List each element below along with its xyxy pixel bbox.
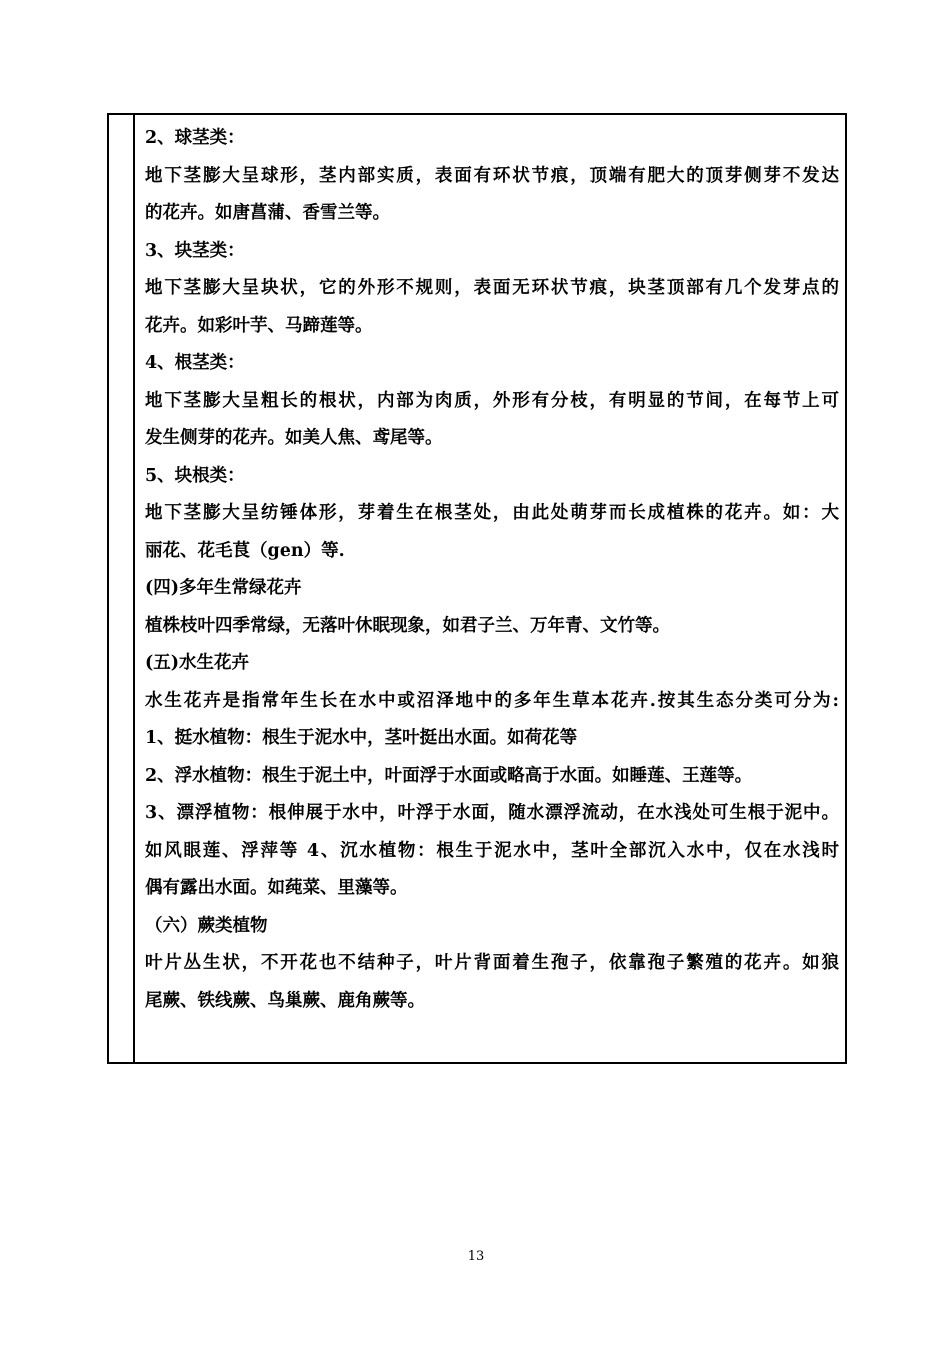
text-line: 偶有露出水面。如莼菜、里藻等。	[145, 878, 408, 898]
text-line: 花卉。如彩叶芋、马蹄莲等。	[145, 315, 373, 336]
text-line: 4、根茎类：	[145, 353, 245, 373]
text-line: 叶片丛生状，不开花也不结种子，叶片背面着生孢子，依靠孢子繁殖的花卉。如狼	[145, 953, 839, 973]
text-line: 植株枝叶四季常绿，无落叶休眠现象，如君子兰、万年青、文竹等。	[145, 615, 670, 636]
text-line: 2、球茎类：	[145, 128, 245, 148]
text-line: 5、块根类：	[145, 465, 245, 486]
section-heading: （六）蕨类植物	[145, 915, 268, 936]
text-line: 3、漂浮植物：根伸展于水中，叶浮于水面，随水漂浮流动，在水浅处可生根于泥中。	[145, 803, 839, 823]
text-line: 丽花、花毛茛（gen）等.	[145, 540, 345, 561]
text-line: 3、块茎类：	[145, 240, 245, 261]
text-line: 的花卉。如唐菖蒲、香雪兰等。	[145, 203, 390, 223]
text-line: 地下茎膨大呈块状，它的外形不规则，表面无环状节痕，块茎顶部有几个发芽点的	[145, 278, 839, 298]
text-line: 1、挺水植物：根生于泥水中，茎叶挺出水面。如荷花等	[145, 728, 578, 748]
text-line: 发生侧芽的花卉。如美人焦、鸢尾等。	[145, 428, 443, 448]
table-content-cell	[145, 120, 839, 1020]
section-heading: (五)水生花卉	[145, 653, 250, 673]
page-number: 13	[467, 1249, 485, 1264]
content-table	[107, 113, 847, 1064]
text-line: 如风眼莲、浮萍等 4、沉水植物：根生于泥水中，茎叶全部沉入水中，仅在水浅时	[145, 840, 839, 861]
section-heading: (四)多年生常绿花卉	[145, 578, 302, 598]
text-line: 2、浮水植物：根生于泥土中，叶面浮于水面或略高于水面。如睡莲、王莲等。	[145, 765, 753, 786]
text-line: 地下茎膨大呈粗长的根状，内部为肉质，外形有分枝，有明显的节间，在每节上可	[145, 390, 839, 411]
text-line: 尾蕨、铁线蕨、鸟巢蕨、鹿角蕨等。	[145, 990, 425, 1011]
text-line: 地下茎膨大呈球形，茎内部实质，表面有环状节痕，顶端有肥大的顶芽侧芽不发达	[145, 165, 839, 186]
table-left-column	[109, 115, 135, 1062]
text-line: 地下茎膨大呈纺锤体形，芽着生在根茎处，由此处萌芽而长成植株的花卉。如：大	[145, 503, 839, 523]
text-line: 水生花卉是指常年生长在水中或沼泽地中的多年生草本花卉.按其生态分类可分为:	[145, 690, 839, 711]
